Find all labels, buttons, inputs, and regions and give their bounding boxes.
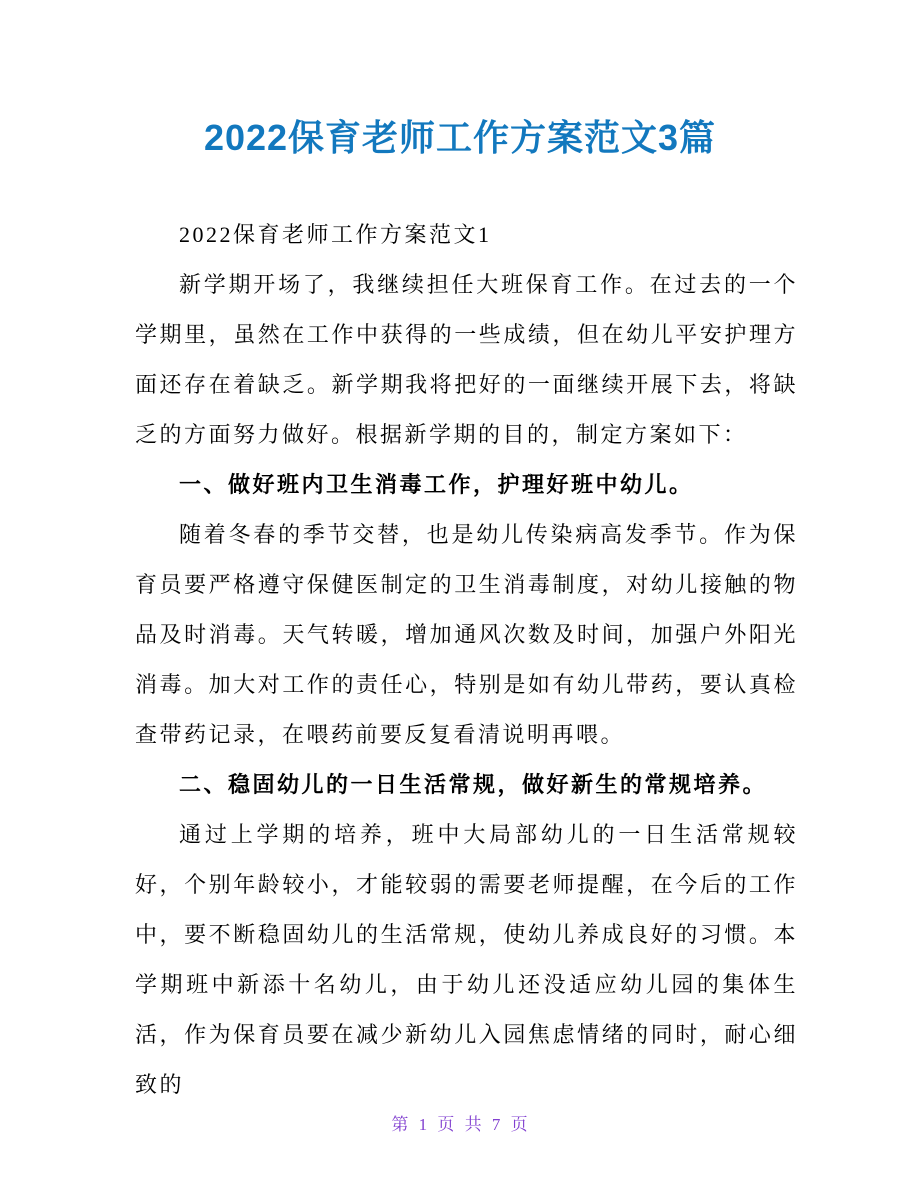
document-body <box>135 210 798 1110</box>
paragraph-section-1: 随着冬春的季节交替，也是幼儿传染病高发季节。作为保育员要严格遵守保健医制定的卫生消毒制度，对幼儿接触的物品及时消毒。天气转暖，增加通风次数及时间，加强户外阳光消毒。加大对工作的责任心，特别是如有幼儿带药，要认真检查带药记录，在喂药前要反复看清说明再喂。 <box>135 522 798 747</box>
subtitle-paragraph: 2022保育老师工作方案范文1 <box>179 222 492 247</box>
paragraph-intro: 新学期开场了，我继续担任大班保育工作。在过去的一个学期里，虽然在工作中获得的一些成绩，但在幼儿平安护理方面还存在着缺乏。新学期我将把好的一面继续开展下去，将缺乏的方面努力做好。根据新学期的目的，制定方案如下： <box>135 272 798 447</box>
paragraph-section-2: 通过上学期的培养，班中大局部幼儿的一日生活常规较好，个别年龄较小，才能较弱的需要老师提醒，在今后的工作中，要不断稳固幼儿的生活常规，使幼儿养成良好的习惯。本学期班中新添十名幼儿，由于幼儿还没适应幼儿园的集体生活，作为保育员要在减少新幼儿入园焦虑情绪的同时，耐心细致的 <box>135 822 798 1097</box>
section-heading-1: 一、做好班内卫生消毒工作，护理好班中幼儿。 <box>179 472 694 497</box>
page-number-label: 第 1 页 共 7 页 <box>391 1115 529 1134</box>
page-footer <box>0 1110 920 1135</box>
section-heading-2: 二、稳固幼儿的一日生活常规，做好新生的常规培养。 <box>179 772 768 797</box>
document-title: 2022保育老师工作方案范文3篇 <box>203 117 717 158</box>
